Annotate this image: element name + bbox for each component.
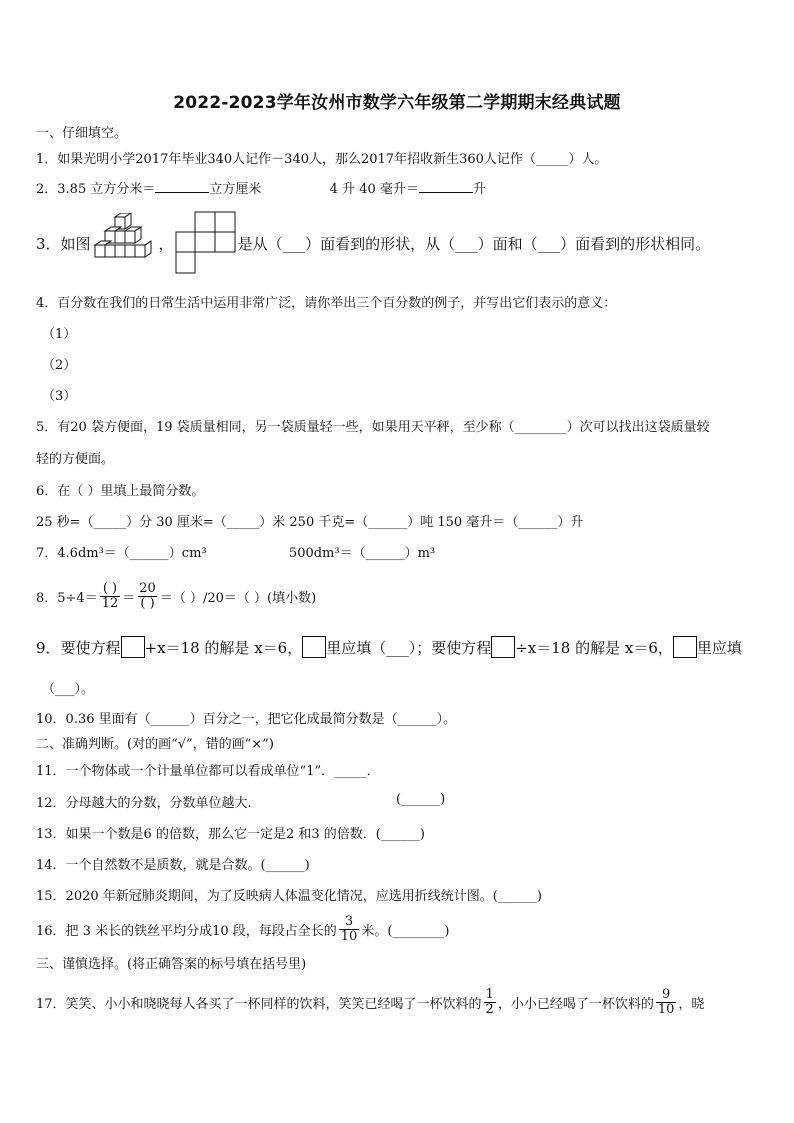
question-7: [36, 542, 435, 561]
answer-blank: [155, 180, 209, 193]
answer-box: [491, 636, 515, 658]
question-17-suffix: ，晓: [678, 996, 705, 1012]
question-4-item-2: （2）: [42, 358, 77, 373]
question-9-continued: （___）。: [42, 682, 95, 697]
fraction-1-numerator: ( ): [102, 580, 118, 596]
question-4-item-1: （1）: [42, 327, 77, 342]
question-16-suffix: 米。(________): [361, 923, 450, 939]
question-13: 13．如果一个数是6 的倍数，那么它一定是2 和3 的倍数．(______): [36, 827, 425, 842]
question-16: [36, 910, 449, 948]
question-17: [36, 982, 704, 1022]
fraction-3-10: [339, 915, 360, 944]
question-9-text-b: +x＝18 的解是 x＝6，: [144, 638, 303, 657]
fraction-denominator: 10: [657, 1001, 675, 1017]
question-12-answer: (______): [396, 792, 446, 807]
question-4-item-3: （3）: [42, 389, 77, 404]
view-grid-figure: [175, 211, 237, 275]
cube-stack-figure: [93, 213, 157, 273]
answer-blank: [419, 180, 473, 193]
question-10: 10．0.36 里面有（______）百分之一，把它化成最简分数是（______）。: [36, 712, 457, 727]
question-11: 11．一个物体或一个计量单位都可以看成单位“1”．_____．: [36, 764, 380, 779]
question-9-text-e: 里应填: [696, 638, 742, 657]
fraction-2-numerator: 20: [139, 580, 156, 596]
fraction-numerator: 1: [485, 986, 494, 1002]
question-2: [36, 178, 486, 197]
fraction-9-10: [656, 988, 677, 1017]
section-heading-2: 二、准确判断。(对的画“√”，错的画“×”): [36, 737, 274, 752]
question-12-text: 12．分母越大的分数，分数单位越大.: [36, 796, 252, 811]
question-12: [36, 792, 756, 811]
question-3-comma: ，: [158, 234, 174, 253]
section-heading-1: 一、仔细填空。: [36, 126, 128, 141]
question-8-equals: ＝: [122, 590, 136, 606]
question-16-prefix: 16．把 3 米长的铁丝平均分成10 段，每段占全长的: [36, 923, 337, 939]
question-14: 14．一个自然数不是质数，就是合数。(______): [36, 858, 310, 873]
question-3: [36, 208, 710, 278]
question-8: [36, 574, 316, 618]
question-6-row: 25 秒=（_____）分 30 厘米=（_____）米 250 千克=（______）吨 150 毫升＝（______）升: [36, 515, 584, 530]
answer-box: [302, 636, 326, 658]
question-15: 15．2020 年新冠肺炎期间，为了反映病人体温变化情况，应选用折线统计图。(______): [36, 889, 542, 904]
question-8-prefix: 8．5÷4＝: [36, 590, 98, 606]
section-heading-3: 三、谨慎选择。(将正确答案的标号填在括号里): [36, 957, 307, 972]
question-4: 4．百分数在我们的日常生活中运用非常广泛，请你举出三个百分数的例子，并写出它们表示的意义：: [36, 296, 617, 311]
fraction-numerator: 9: [661, 986, 671, 1002]
fraction-2-denominator: ( ): [140, 595, 155, 611]
question-2-part-b: 4 升 40 毫升＝: [329, 182, 419, 197]
question-17-mid: ，小小已经喝了一杯饮料的: [497, 996, 654, 1012]
fraction-numerator: 3: [344, 913, 354, 929]
fraction-1-2: [484, 988, 496, 1017]
question-2-unit-a: 立方厘米: [209, 182, 262, 197]
question-5: 5．有20 袋方便面，19 袋质量相同，另一袋质量轻一些，如果用天平秤，至少称（________）次可以找出这袋质量较: [36, 420, 710, 435]
page-title: 2022-2023学年汝州市数学六年级第二学期期末经典试题: [173, 93, 621, 113]
fraction-1: [100, 582, 121, 611]
question-9: [36, 636, 742, 658]
question-9-text-c: 里应填（___）；要使方程: [326, 638, 492, 657]
question-2-part-a: 2．3.85 立方分米＝: [36, 182, 156, 197]
question-9-text-d: ÷x＝18 的解是 x＝6，: [515, 638, 673, 657]
answer-box: [121, 636, 145, 658]
fraction-denominator: 2: [485, 1001, 494, 1017]
question-5-continued: 轻的方便面。: [36, 452, 115, 467]
question-3-text: 是从（___）面看到的形状，从（___）面和（___）面看到的形状相同。: [237, 234, 711, 253]
question-3-prefix: 3．如图: [36, 234, 91, 253]
question-8-rest: ＝（ ）/20＝（ ）(填小数): [159, 590, 317, 606]
question-7-part-a: 7．4.6dm³＝（______）cm³: [36, 546, 207, 561]
question-1: 1．如果光明小学2017年毕业340人记作－340人，那么2017年招收新生360人记作（_____）人。: [36, 152, 608, 167]
question-2-unit-b: 升: [472, 182, 486, 197]
fraction-1-denominator: 12: [101, 595, 119, 611]
question-6: 6．在（ ）里填上最简分数。: [36, 484, 205, 499]
question-9-text-a: 9．要使方程: [36, 638, 121, 657]
answer-box: [673, 636, 697, 658]
question-7-part-b: 500dm³＝（______）m³: [288, 546, 436, 561]
question-17-prefix: 17．笑笑、小小和晓晓每人各买了一杯同样的饮料，笑笑已经喝了一杯饮料的: [36, 996, 482, 1012]
fraction-2: [137, 582, 158, 611]
fraction-denominator: 10: [340, 928, 358, 944]
